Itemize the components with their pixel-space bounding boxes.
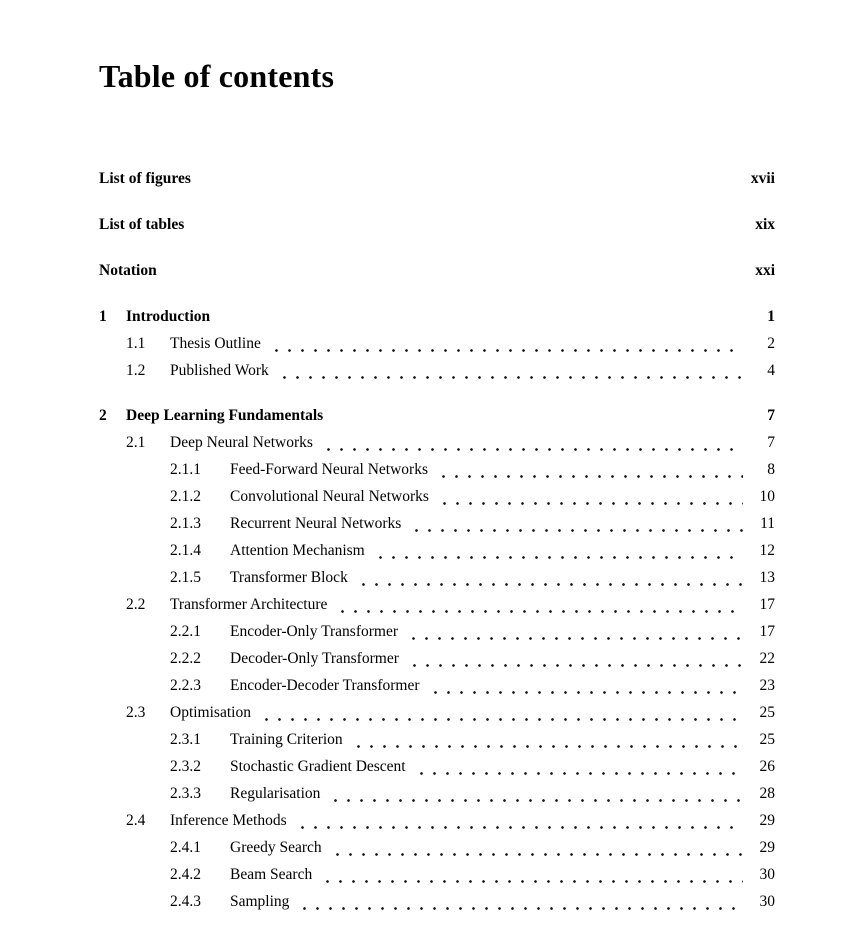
- entry-number: 2.1.4: [170, 542, 201, 559]
- entry-label: Encoder-Only Transformer: [230, 623, 399, 640]
- entry-page: xxi: [755, 262, 775, 279]
- leader-dots: [268, 330, 743, 357]
- toc-entry[interactable]: [99, 429, 775, 456]
- toc-entry[interactable]: [99, 780, 775, 807]
- entry-number: 1.2: [126, 362, 146, 379]
- toc-entry[interactable]: [99, 888, 775, 915]
- toc-entry[interactable]: [99, 699, 775, 726]
- entry-page: 23: [759, 677, 775, 694]
- entry-label: Thesis Outline: [170, 335, 261, 352]
- entry-page: 1: [767, 308, 775, 325]
- entry-number: 2.3: [126, 704, 146, 721]
- entry-number: 1: [99, 308, 107, 325]
- toc-entry[interactable]: [99, 456, 775, 483]
- leader-dots: [435, 456, 743, 483]
- entry-label: Transformer Architecture: [170, 596, 328, 613]
- entry-label: Transformer Block: [230, 569, 348, 586]
- leader-dots: [427, 672, 744, 699]
- leader-dots: [405, 618, 743, 645]
- entry-label: Introduction: [126, 308, 211, 325]
- leader-dots: [413, 753, 743, 780]
- leader-dots: [350, 726, 743, 753]
- entry-label: Training Criterion: [230, 731, 343, 748]
- leader-spacer: [198, 165, 743, 192]
- page-title: Table of contents: [99, 58, 335, 94]
- entry-number: 2.3.3: [170, 785, 201, 802]
- entry-label: Deep Learning Fundamentals: [126, 407, 324, 424]
- leader-spacer: [330, 402, 743, 429]
- leader-dots: [329, 834, 743, 861]
- entry-number: 2.2.3: [170, 677, 201, 694]
- entry-page: 7: [767, 407, 775, 424]
- leader-dots: [408, 510, 743, 537]
- entry-page: 29: [759, 812, 775, 829]
- toc-entry[interactable]: [99, 807, 775, 834]
- entry-label: Recurrent Neural Networks: [230, 515, 402, 532]
- leader-dots: [406, 645, 743, 672]
- toc-entry[interactable]: [99, 330, 775, 357]
- entry-page: 30: [759, 893, 775, 910]
- entry-number: 2.4.3: [170, 893, 201, 910]
- entry-number: 1.1: [126, 335, 146, 352]
- toc-entry[interactable]: [99, 303, 775, 330]
- toc-entry[interactable]: [99, 591, 775, 618]
- entry-page: 25: [759, 731, 775, 748]
- entry-label: Deep Neural Networks: [170, 434, 313, 451]
- entry-label: Sampling: [230, 893, 290, 910]
- entry-page: 4: [767, 362, 775, 379]
- leader-dots: [436, 483, 743, 510]
- entry-label: Convolutional Neural Networks: [230, 488, 429, 505]
- toc-entry[interactable]: [99, 672, 775, 699]
- entry-label: Notation: [99, 262, 157, 279]
- entry-page: 17: [759, 596, 775, 613]
- toc-entry[interactable]: [99, 618, 775, 645]
- leader-dots: [327, 780, 743, 807]
- entry-page: xix: [755, 216, 775, 233]
- entry-page: 2: [767, 335, 775, 352]
- entry-number: 2.1: [126, 434, 146, 451]
- leader-dots: [258, 699, 743, 726]
- entry-label: Decoder-Only Transformer: [230, 650, 399, 667]
- entry-number: 2.3.2: [170, 758, 201, 775]
- entry-page: 26: [759, 758, 775, 775]
- entry-number: 2: [99, 407, 107, 424]
- entry-page: 12: [759, 542, 775, 559]
- entry-number: 2.1.1: [170, 461, 201, 478]
- entry-page: 22: [759, 650, 775, 667]
- entry-number: 2.2.1: [170, 623, 201, 640]
- toc-entry[interactable]: [99, 402, 775, 429]
- toc-entry[interactable]: [99, 510, 775, 537]
- toc-entry[interactable]: [99, 726, 775, 753]
- leader-spacer: [191, 211, 743, 238]
- entry-page: 7: [767, 434, 775, 451]
- entry-label: Attention Mechanism: [230, 542, 365, 559]
- leader-dots: [334, 591, 743, 618]
- entry-page: 25: [759, 704, 775, 721]
- entry-page: 10: [759, 488, 775, 505]
- leader-dots: [296, 888, 743, 915]
- toc-entry[interactable]: [99, 645, 775, 672]
- entry-page: 29: [759, 839, 775, 856]
- entry-label: Feed-Forward Neural Networks: [230, 461, 428, 478]
- entry-number: 2.1.5: [170, 569, 201, 586]
- entry-label: Published Work: [170, 362, 269, 379]
- entry-number: 2.4.2: [170, 866, 201, 883]
- leader-dots: [294, 807, 743, 834]
- toc-entry[interactable]: [99, 537, 775, 564]
- entry-number: 2.2: [126, 596, 146, 613]
- toc-entry[interactable]: [99, 211, 775, 238]
- entry-label: Regularisation: [230, 785, 321, 802]
- entry-page: 28: [759, 785, 775, 802]
- leader-dots: [319, 861, 743, 888]
- entry-number: 2.1.2: [170, 488, 201, 505]
- leader-dots: [372, 537, 743, 564]
- toc-entry[interactable]: [99, 564, 775, 591]
- entry-number: 2.4: [126, 812, 146, 829]
- entry-page: 13: [759, 569, 775, 586]
- entry-page: 17: [759, 623, 775, 640]
- leader-spacer: [164, 257, 743, 284]
- entry-page: 30: [759, 866, 775, 883]
- entry-label: Stochastic Gradient Descent: [230, 758, 406, 775]
- toc-entry[interactable]: [99, 861, 775, 888]
- entry-label: Beam Search: [230, 866, 313, 883]
- toc-entry[interactable]: [99, 834, 775, 861]
- entry-label: Greedy Search: [230, 839, 322, 856]
- toc-list: [99, 165, 775, 915]
- entry-label: Inference Methods: [170, 812, 287, 829]
- entry-number: 2.3.1: [170, 731, 201, 748]
- entry-number: 2.2.2: [170, 650, 201, 667]
- toc-entry[interactable]: [99, 753, 775, 780]
- entry-page: 8: [767, 461, 775, 478]
- entry-number: 2.4.1: [170, 839, 201, 856]
- leader-dots: [276, 357, 743, 384]
- toc-entry[interactable]: [99, 165, 775, 192]
- leader-dots: [355, 564, 743, 591]
- entry-label: Optimisation: [170, 704, 251, 721]
- entry-number: 2.1.3: [170, 515, 201, 532]
- entry-label: List of tables: [99, 216, 185, 233]
- toc-entry[interactable]: [99, 483, 775, 510]
- entry-label: List of figures: [99, 170, 191, 187]
- entry-page: 11: [760, 515, 775, 532]
- toc-entry[interactable]: [99, 357, 775, 384]
- leader-dots: [320, 429, 743, 456]
- leader-spacer: [217, 303, 743, 330]
- entry-page: xvii: [750, 170, 775, 187]
- entry-label: Encoder-Decoder Transformer: [230, 677, 420, 694]
- toc-entry[interactable]: [99, 257, 775, 284]
